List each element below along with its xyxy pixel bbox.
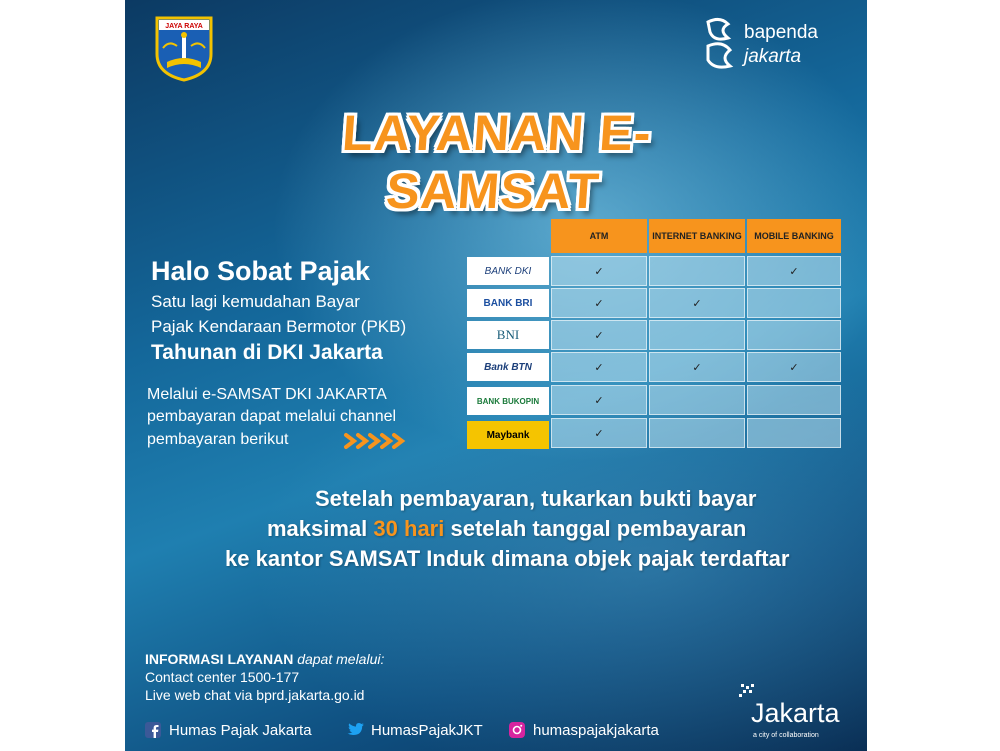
table-cell <box>747 385 841 415</box>
notice-line2-pre: maksimal <box>267 516 368 541</box>
bank-dki-logo: BANK DKI <box>467 257 549 285</box>
intro-line1: Satu lagi kemudahan Bayar <box>151 292 360 311</box>
jakarta-wordmark: Jakarta <box>751 698 840 728</box>
chevrons-right-icon <box>342 431 406 451</box>
bni-logo: BNI <box>467 321 549 349</box>
channel-intro-line1: Melalui e-SAMSAT DKI JAKARTA <box>147 386 387 403</box>
table-cell: ✓ <box>747 256 841 286</box>
bank-btn-logo: Bank BTN <box>467 353 549 381</box>
bapenda-mark-icon <box>700 16 738 72</box>
table-cell: ✓ <box>551 288 647 318</box>
maybank-logo: Maybank <box>467 421 549 449</box>
table-cell: ✓ <box>551 418 647 448</box>
facebook-handle[interactable]: Humas Pajak Jakarta <box>169 722 312 739</box>
notice-line2-post: setelah tanggal pembayaran <box>450 516 747 541</box>
bapenda-line2: jakarta <box>744 46 802 67</box>
twitter-handle[interactable]: HumasPajakJKT <box>371 722 483 739</box>
twitter-icon <box>347 722 365 738</box>
info-label <box>145 651 384 667</box>
page-title: LAYANAN E-SAMSAT <box>340 105 654 219</box>
poster <box>125 0 867 751</box>
jakarta-tagline: a city of collaboration <box>753 732 819 739</box>
jakarta-logo <box>737 684 857 746</box>
table-cell: ✓ <box>747 352 841 382</box>
table-cell <box>747 288 841 318</box>
bapenda-line1: bapenda <box>744 22 818 43</box>
table-cell <box>649 320 745 350</box>
notice-line1: Setelah pembayaran, tukarkan bukti bayar <box>315 486 757 511</box>
notice-highlight-days: 30 hari <box>373 516 445 541</box>
table-cell <box>649 385 745 415</box>
table-cell <box>649 256 745 286</box>
table-cell <box>747 320 841 350</box>
header-internet-banking: INTERNET BANKING <box>649 219 745 253</box>
info-label-rest: dapat melalui: <box>293 651 385 667</box>
table-cell <box>649 418 745 448</box>
header-atm: ATM <box>551 219 647 253</box>
instagram-icon <box>509 722 525 738</box>
intro-line3: Tahunan di DKI Jakarta <box>151 341 383 364</box>
instagram-handle[interactable]: humaspajakjakarta <box>533 722 659 739</box>
header-mobile-banking: MOBILE BANKING <box>747 219 841 253</box>
emblem-banner-text: JAYA RAYA <box>165 23 203 30</box>
channel-intro-line2: pembayaran dapat melalui channel <box>147 408 397 425</box>
table-cell: ✓ <box>551 385 647 415</box>
notice-line2 <box>267 516 746 542</box>
bank-bri-logo: BANK BRI <box>467 289 549 317</box>
bapenda-logo <box>700 14 850 74</box>
payment-channel-table <box>467 219 841 455</box>
table-cell: ✓ <box>649 352 745 382</box>
live-chat: Live web chat via bprd.jakarta.go.id <box>145 687 365 703</box>
notice-line3: ke kantor SAMSAT Induk dimana objek pajak terdaftar <box>225 546 790 571</box>
facebook-icon <box>145 722 161 738</box>
table-cell: ✓ <box>551 256 647 286</box>
channel-intro-line3: pembayaran berikut <box>147 431 289 448</box>
intro-line2: Pajak Kendaraan Bermotor (PKB) <box>151 317 407 336</box>
contact-center: Contact center 1500-177 <box>145 669 300 685</box>
info-label-bold: INFORMASI LAYANAN <box>145 651 294 667</box>
jakarta-emblem-logo <box>153 14 215 82</box>
table-cell: ✓ <box>649 288 745 318</box>
table-cell: ✓ <box>551 320 647 350</box>
table-cell <box>747 418 841 448</box>
table-cell: ✓ <box>551 352 647 382</box>
bank-bukopin-logo: BANK BUKOPIN <box>467 387 549 415</box>
intro-heading: Halo Sobat Pajak <box>151 256 371 286</box>
